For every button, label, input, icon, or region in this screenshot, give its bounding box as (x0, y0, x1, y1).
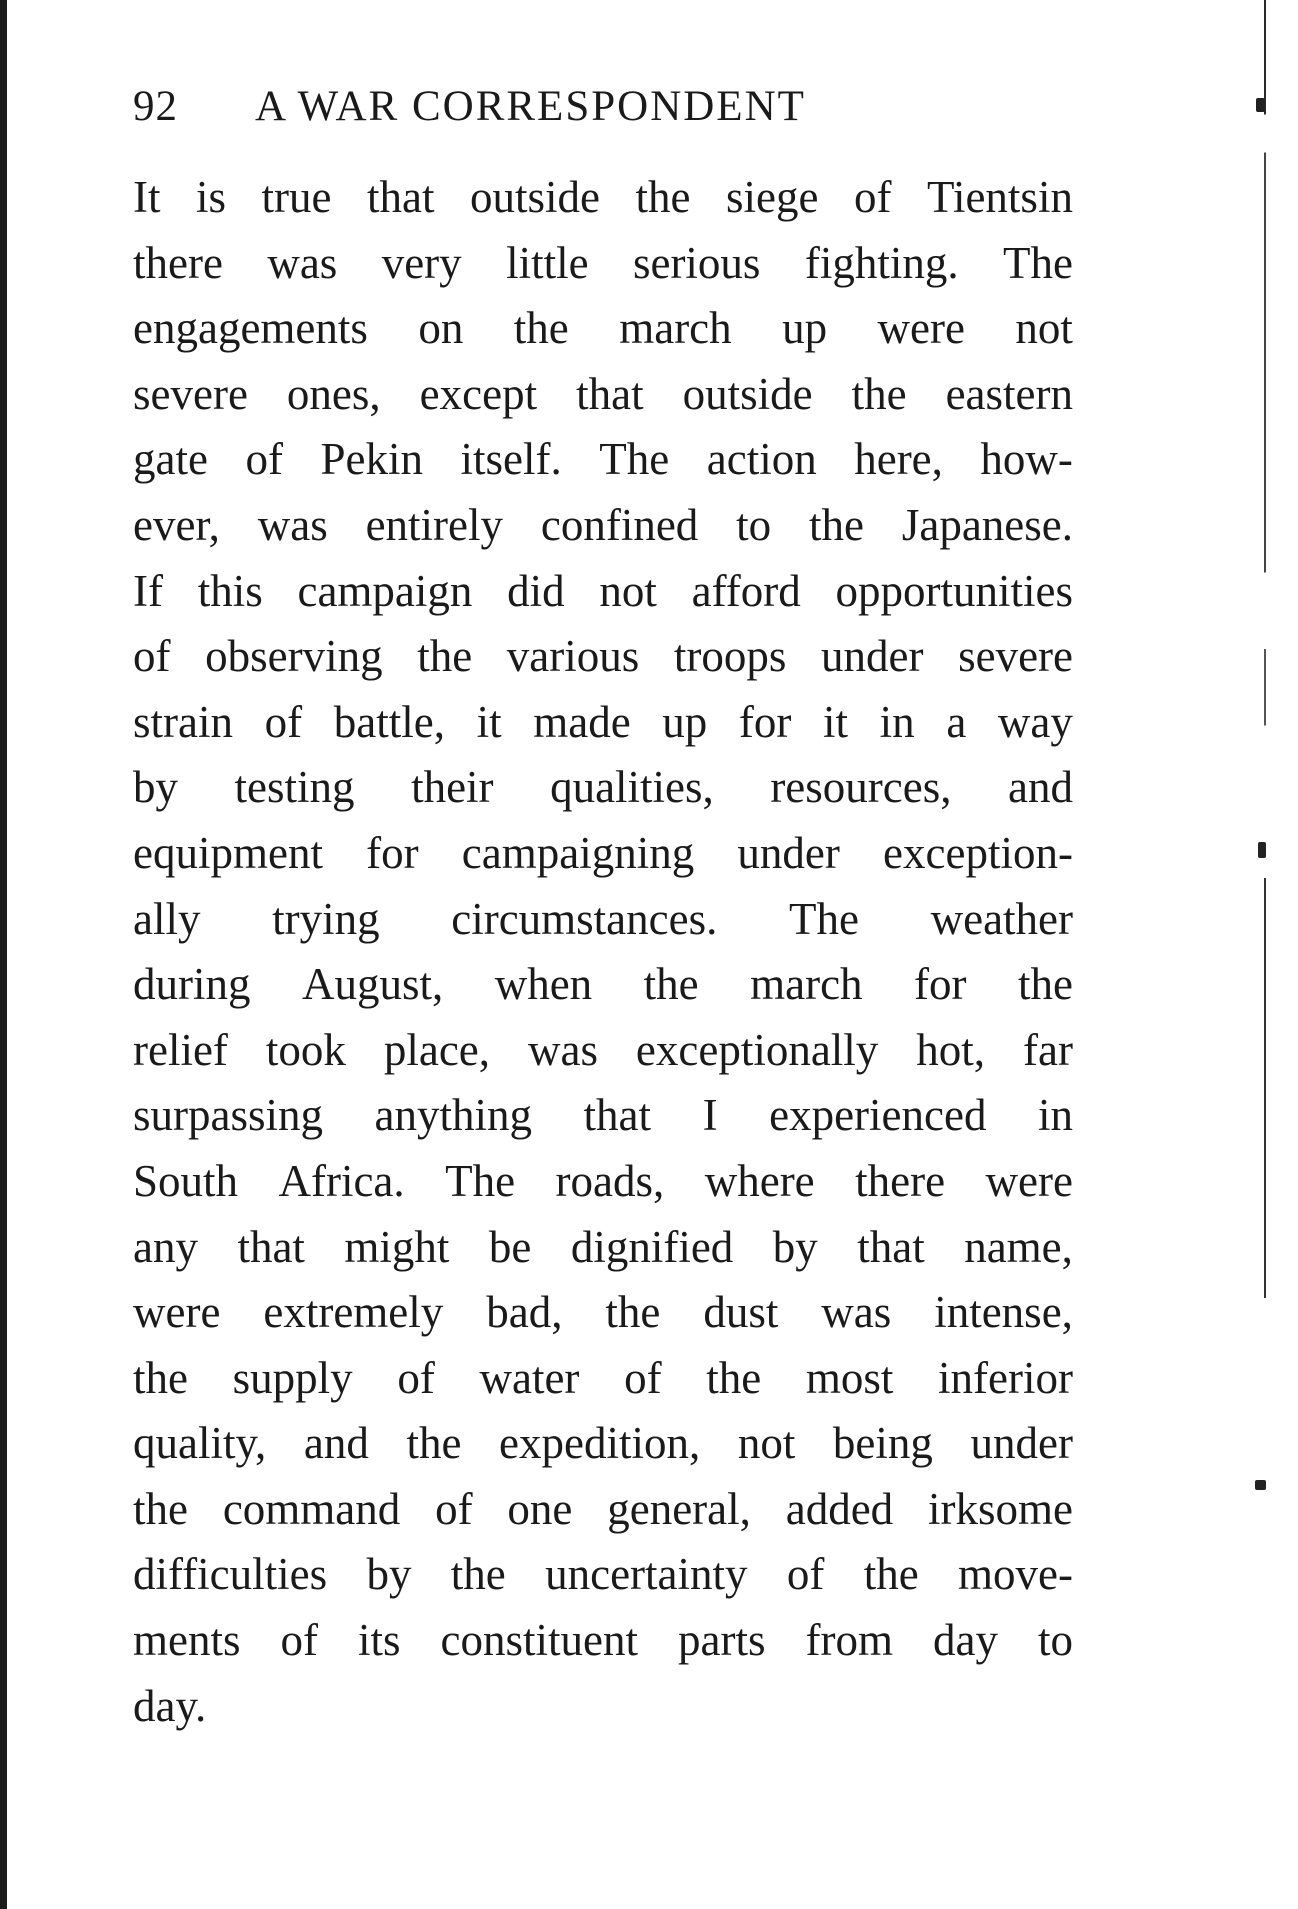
running-title: A WAR CORRESPONDENT (255, 83, 806, 130)
word: was (527, 1024, 598, 1075)
word: day (932, 1615, 998, 1666)
page-right-edge (1264, 0, 1266, 1909)
word: for (366, 827, 419, 878)
word: of (786, 1549, 825, 1600)
word: was (821, 1287, 892, 1338)
word: The (445, 1155, 516, 1206)
word: gate (133, 434, 208, 485)
word: If (133, 565, 163, 616)
word: move- (958, 1549, 1073, 1600)
word: troops (673, 631, 787, 682)
word: I (702, 1090, 718, 1141)
word: entirely (365, 499, 504, 550)
word: ones, (286, 368, 381, 419)
word: outside (682, 368, 813, 419)
word: the (1017, 959, 1073, 1010)
word: far (1022, 1024, 1073, 1075)
word: various (506, 631, 640, 682)
word: The (1002, 237, 1073, 288)
word: this (197, 565, 263, 616)
word: were (877, 303, 965, 354)
word: circumstances. (451, 893, 718, 944)
word: qualities, (550, 762, 714, 813)
word: the (513, 303, 569, 354)
word: the (450, 1549, 506, 1600)
word: equipment (133, 827, 323, 878)
word: was (267, 237, 338, 288)
word: ally (133, 893, 201, 944)
text-line (133, 755, 1073, 821)
word: by (772, 1221, 818, 1272)
text-line (133, 821, 1073, 887)
word: where (704, 1155, 815, 1206)
word: during (133, 959, 251, 1010)
text-line (133, 1149, 1073, 1215)
word: the (706, 1352, 762, 1403)
text-line (133, 559, 1073, 625)
word: a (946, 696, 967, 747)
word: on (418, 303, 464, 354)
text-line (133, 1411, 1073, 1477)
word: observing (205, 631, 383, 682)
word: itself. (460, 434, 562, 485)
text-line (133, 690, 1073, 756)
word: serious (632, 237, 761, 288)
word: exceptionally (635, 1024, 879, 1075)
word: of (264, 696, 303, 747)
word: anything (374, 1090, 533, 1141)
word: march (619, 303, 732, 354)
word: for (914, 959, 967, 1010)
text-line (133, 1608, 1073, 1674)
word: dignified (570, 1221, 734, 1272)
word: that (576, 368, 644, 419)
word: and (1008, 762, 1073, 813)
scan-speck (1258, 842, 1266, 858)
word: of (133, 631, 171, 682)
text-line (133, 231, 1073, 297)
word: by (133, 762, 178, 813)
word: inferior (938, 1352, 1073, 1403)
word: The (599, 434, 670, 485)
text-line (133, 362, 1073, 428)
word: the (605, 1287, 661, 1338)
word: of (435, 1483, 473, 1534)
text-line (133, 1215, 1073, 1281)
word: under (970, 1418, 1073, 1469)
page-binding-edge (0, 0, 7, 1909)
word: that (583, 1090, 652, 1141)
word: surpassing (133, 1090, 323, 1141)
word: true (261, 172, 332, 222)
word: be (488, 1221, 532, 1272)
running-head (133, 82, 1033, 142)
word: of (245, 434, 283, 485)
text-line: day. (133, 1680, 207, 1731)
word: most (805, 1352, 894, 1403)
word: when (494, 959, 593, 1010)
word: campaigning (461, 827, 695, 878)
word: quality, (133, 1418, 267, 1469)
word: in (1037, 1090, 1073, 1141)
scan-speck (1256, 98, 1265, 112)
word: from (805, 1615, 893, 1666)
word: August, (301, 959, 444, 1010)
word: outside (470, 172, 601, 222)
word: little (506, 237, 589, 288)
word: under (821, 631, 924, 682)
text-line (133, 165, 1073, 231)
word: It (133, 172, 161, 222)
word: under (737, 827, 840, 878)
word: one (507, 1483, 573, 1534)
word: of (397, 1352, 435, 1403)
word: very (381, 237, 462, 288)
word: fighting. (804, 237, 959, 288)
word: that (367, 172, 435, 222)
word: confined (540, 499, 699, 550)
word: intense, (934, 1287, 1073, 1338)
word: was (257, 499, 328, 550)
word: the (863, 1549, 919, 1600)
word: relief (133, 1024, 228, 1075)
word: of (624, 1352, 662, 1403)
word: its (358, 1615, 401, 1666)
word: severe (133, 368, 248, 419)
word: eastern (945, 368, 1073, 419)
word: not (599, 565, 657, 616)
word: their (411, 762, 494, 813)
word: action (706, 434, 817, 485)
text-line (133, 1477, 1073, 1543)
word: water (479, 1352, 580, 1403)
word: made (533, 696, 631, 747)
word: not (737, 1418, 796, 1469)
text-line (133, 887, 1073, 953)
word: by (366, 1549, 412, 1600)
word: were (985, 1155, 1073, 1206)
word: afford (691, 565, 801, 616)
text-line (133, 427, 1073, 493)
word: how- (980, 434, 1073, 485)
word: testing (234, 762, 355, 813)
word: South (133, 1155, 239, 1206)
word: did (507, 565, 565, 616)
word: of (280, 1615, 318, 1666)
word: opportunities (835, 565, 1073, 616)
word: to (1037, 1615, 1073, 1666)
word: roads, (555, 1155, 665, 1206)
word: up (662, 696, 708, 747)
word: to (736, 499, 772, 550)
word: engagements (133, 303, 368, 354)
word: that (857, 1221, 925, 1272)
word: Tientsin (927, 172, 1073, 222)
word: severe (958, 631, 1073, 682)
text-line (133, 952, 1073, 1018)
page-number: 92 (133, 83, 178, 130)
word: place, (383, 1024, 491, 1075)
word: were (133, 1287, 221, 1338)
scan-speck (1255, 1480, 1266, 1490)
word: ever, (133, 499, 220, 550)
text-line (133, 1542, 1073, 1608)
text-line (133, 624, 1073, 690)
word: general, (607, 1483, 751, 1534)
word: that (237, 1221, 305, 1272)
word: battle, (333, 696, 445, 747)
word: the (635, 172, 691, 222)
word: extremely (263, 1287, 444, 1338)
word: the (133, 1483, 188, 1534)
word: uncertainty (545, 1549, 748, 1600)
word: parts (678, 1615, 766, 1666)
text-line (133, 1018, 1073, 1084)
word: hot, (916, 1024, 986, 1075)
word: in (879, 696, 915, 747)
word: constituent (440, 1615, 638, 1666)
word: The (789, 893, 859, 944)
word: expedition, (499, 1418, 701, 1469)
word: here, (854, 434, 943, 485)
word: bad, (486, 1287, 563, 1338)
word: the (133, 1352, 188, 1403)
text-line (133, 1280, 1073, 1346)
body-text (133, 165, 1073, 1739)
text-line (133, 1083, 1073, 1149)
word: irksome (928, 1483, 1073, 1534)
word: of (854, 172, 892, 222)
word: the (851, 368, 907, 419)
word: resources, (770, 762, 952, 813)
word: weather (930, 893, 1073, 944)
word: siege (726, 172, 819, 222)
text-line (133, 296, 1073, 362)
word: command (222, 1483, 401, 1534)
word: the (417, 631, 473, 682)
word: might (344, 1221, 450, 1272)
word: not (1015, 303, 1073, 354)
word: took (265, 1024, 346, 1075)
word: trying (272, 893, 380, 944)
word: ments (133, 1615, 241, 1666)
word: dust (703, 1287, 779, 1338)
word: exception- (883, 827, 1073, 878)
word: there (133, 237, 223, 288)
word: strain (133, 696, 233, 747)
word: the (406, 1418, 462, 1469)
word: name, (964, 1221, 1073, 1272)
word: experienced (769, 1090, 987, 1141)
word: is (196, 172, 227, 222)
word: Africa. (278, 1155, 405, 1206)
word: campaign (297, 565, 473, 616)
word: added (785, 1483, 894, 1534)
word: except (419, 368, 538, 419)
word: there (855, 1155, 946, 1206)
word: march (750, 959, 863, 1010)
word: up (782, 303, 828, 354)
text-line (133, 1346, 1073, 1412)
word: supply (232, 1352, 353, 1403)
word: difficulties (133, 1549, 328, 1600)
word: the (643, 959, 699, 1010)
word: Japanese. (901, 499, 1073, 550)
word: it (823, 696, 849, 747)
word: Pekin (320, 434, 423, 485)
word: and (303, 1418, 369, 1469)
word: being (832, 1418, 933, 1469)
text-line (133, 493, 1073, 559)
word: the (809, 499, 864, 550)
word: it (476, 696, 502, 747)
word: any (133, 1221, 198, 1272)
word: for (738, 696, 792, 747)
word: way (997, 696, 1073, 747)
